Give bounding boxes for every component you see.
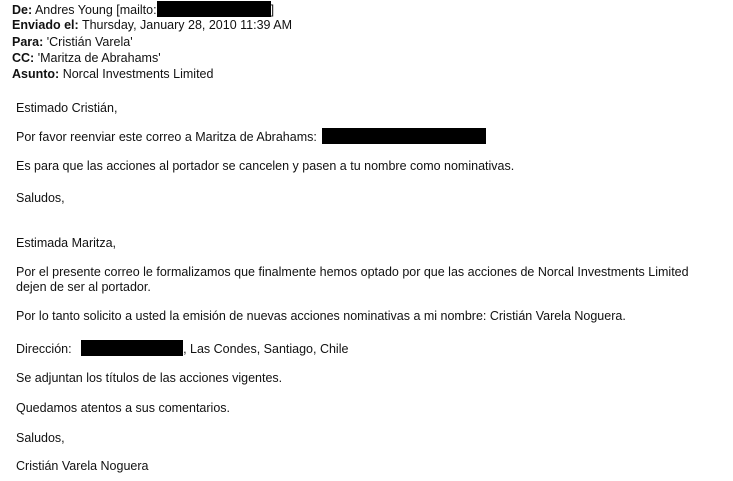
sent-line: [12, 18, 292, 32]
closing-2: Saludos,: [16, 431, 65, 445]
address-label: Dirección:: [16, 342, 72, 356]
redacted-address: [81, 340, 183, 356]
paragraph-formalize-line1: Por el presente correo le formalizamos que finalmente hemos optado por que las acciones de Norcal Investments Limited: [16, 265, 689, 279]
subject-line: [12, 67, 213, 81]
cc-label: CC:: [12, 51, 35, 65]
to-label: Para:: [12, 35, 44, 49]
sent-value: Thursday, January 28, 2010 11:39 AM: [81, 18, 293, 32]
subject-value: Norcal Investments Limited: [62, 67, 214, 81]
to-value: 'Cristián Varela': [46, 35, 133, 49]
paragraph-request: Por lo tanto solicito a usted la emisión de nuevas acciones nominativas a mi nombre: Cristián Varela Noguera.: [16, 309, 626, 323]
redacted-email: [157, 1, 271, 17]
closing-1: Saludos,: [16, 191, 65, 205]
from-label: De:: [12, 3, 33, 17]
signature: Cristián Varela Noguera: [16, 459, 149, 473]
greeting-maritza: Estimada Maritza,: [16, 236, 117, 250]
address-rest: , Las Condes, Santiago, Chile: [183, 342, 349, 356]
paragraph-purpose: Es para que las acciones al portador se cancelen y pasen a tu nombre como nominativas.: [16, 159, 515, 173]
paragraph-forward-request: [16, 128, 486, 144]
paragraph-comments: Quedamos atentos a sus comentarios.: [16, 401, 231, 415]
paragraph-attachments: Se adjuntan los títulos de las acciones vigentes.: [16, 371, 283, 385]
from-close: ]: [270, 3, 275, 17]
greeting-cristian: Estimado Cristián,: [16, 101, 118, 115]
paragraph-formalize-line2: dejen de ser al portador.: [16, 280, 151, 294]
sent-label: Enviado el:: [12, 18, 79, 32]
address-line: [16, 340, 348, 356]
cc-value: 'Maritza de Abrahams': [37, 51, 161, 65]
subject-label: Asunto:: [12, 67, 60, 81]
paragraph-forward-text: Por favor reenviar este correo a Maritza de Abrahams:: [16, 130, 317, 144]
redacted-email-maritza: [322, 128, 486, 144]
from-value: Andres Young [mailto:: [34, 3, 157, 17]
from-line: [12, 1, 274, 17]
to-line: [12, 35, 133, 49]
cc-line: [12, 51, 161, 65]
